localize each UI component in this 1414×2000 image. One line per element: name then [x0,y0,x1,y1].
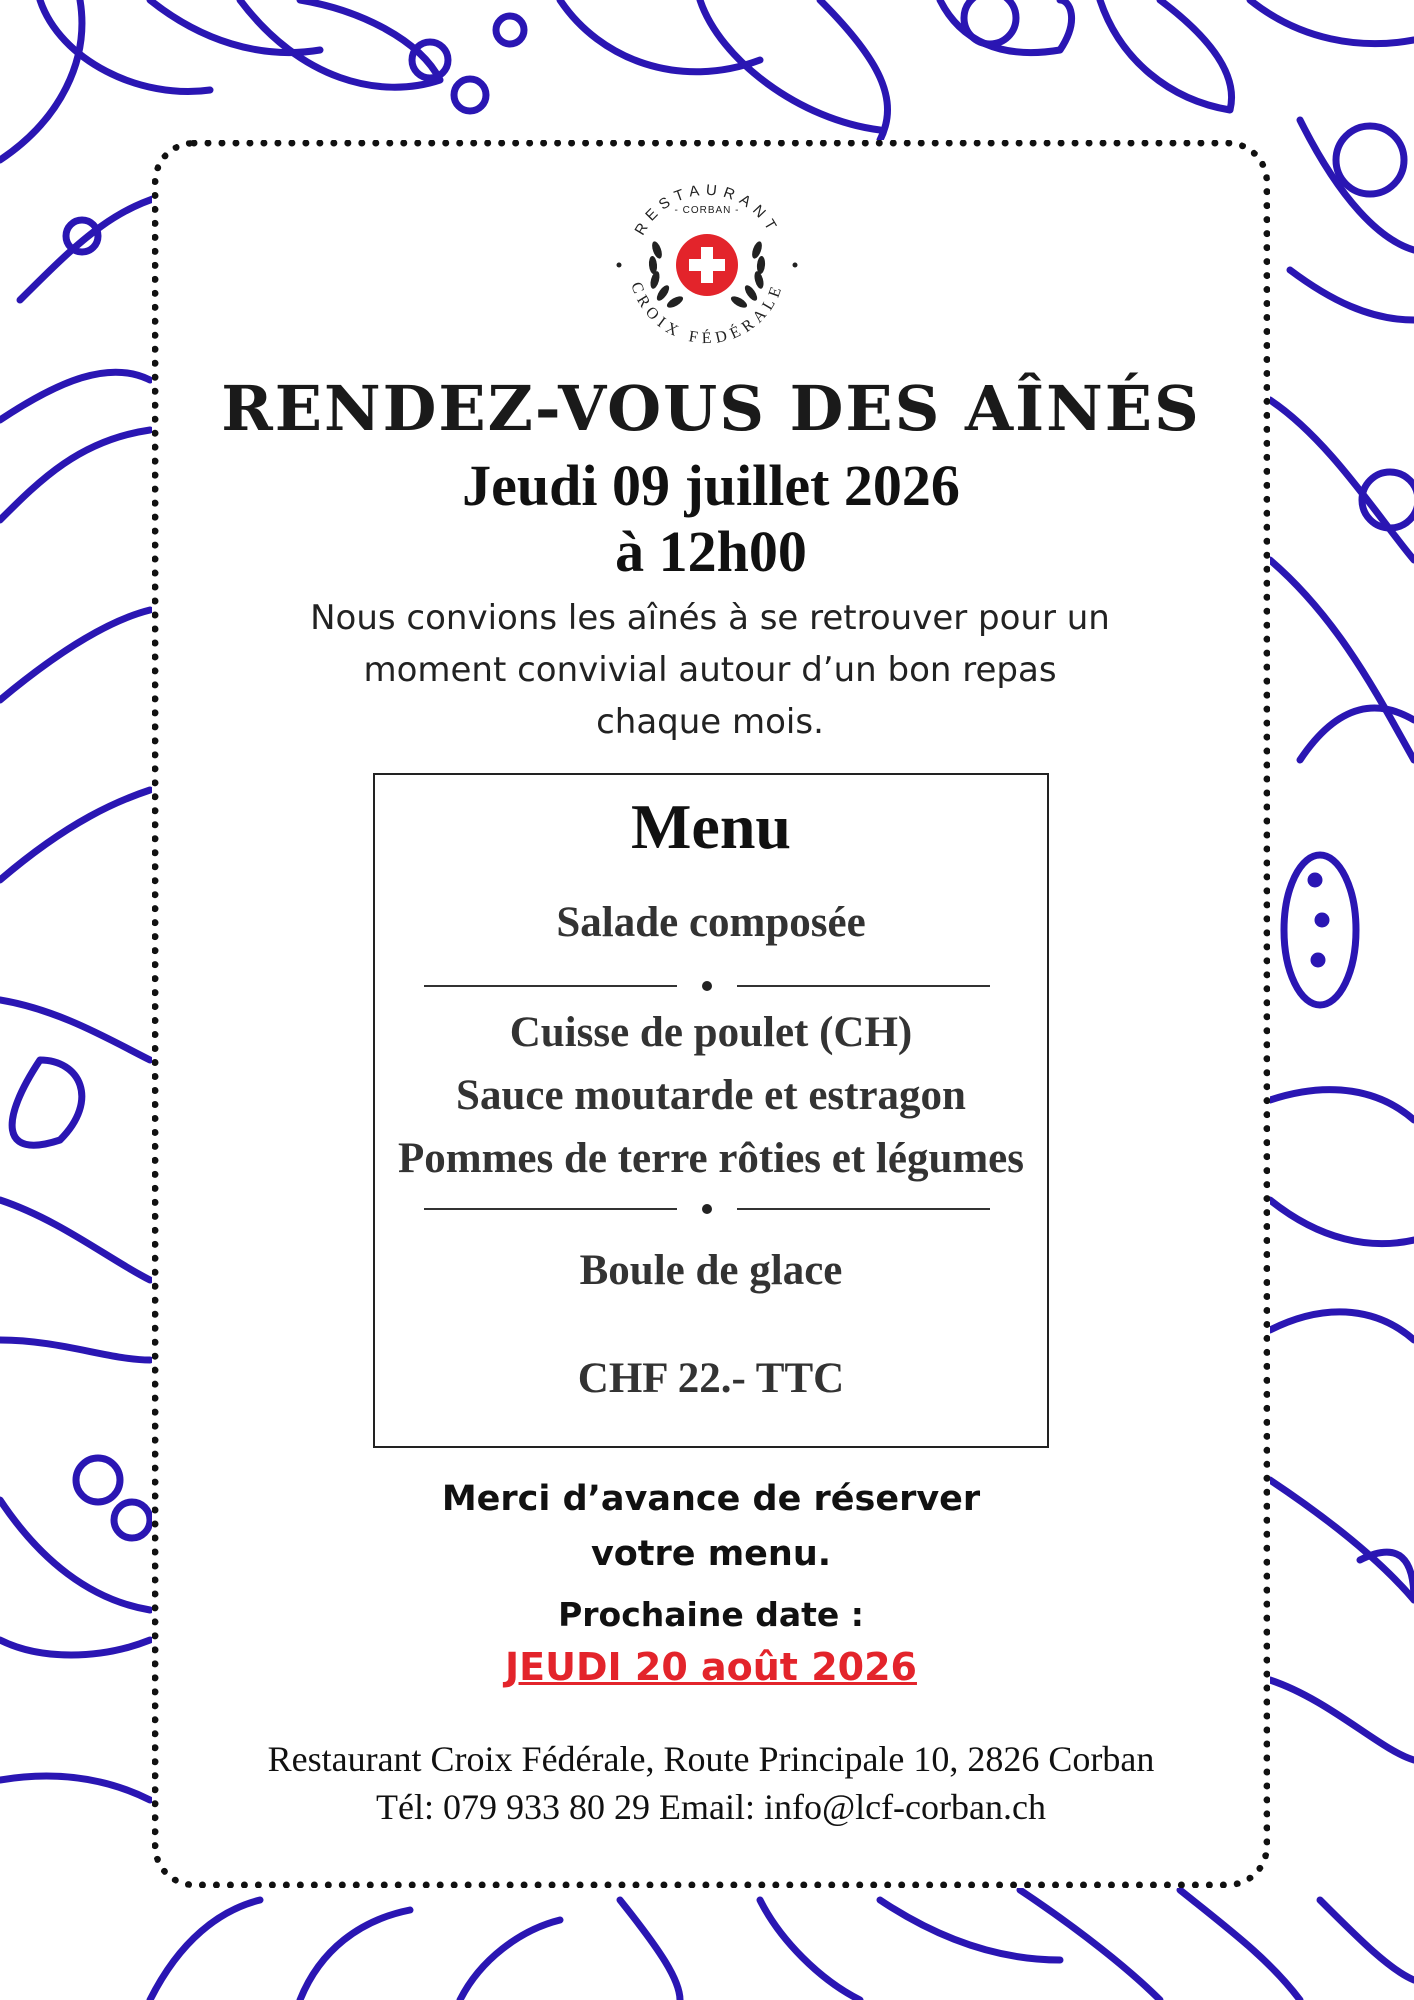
next-date: JEUDI 20 août 2026 [505,1645,917,1689]
footer-address: Restaurant Croix Fédérale, Route Principale 10, 2826 Corban [267,1739,1155,1779]
footer-contact: Tél: 079 933 80 29 Email: info@lcf-corban.ch [376,1787,1046,1827]
next-date-label: Prochaine date : [558,1595,864,1634]
svg-text:RESTAURANT: RESTAURANT [631,181,783,239]
event-date: Jeudi 09 juillet 2026 [462,453,960,518]
reservation-note: Merci d’avance de réserver votre menu. [441,1479,981,1574]
menu-main-line2: Sauce moutarde et estragon [456,1072,966,1119]
event-time: à 12h00 [615,519,807,584]
menu-divider [424,1202,990,1216]
svg-text:- CORBAN -: - CORBAN - [674,205,740,216]
intro-text: Nous convions les aînés à se retrouver pour un moment convivial autour d’un bon repas chaque mois. [310,598,1110,742]
menu-starter: Salade composée [556,899,866,946]
menu-divider [424,979,990,993]
menu-main-line3: Pommes de terre rôties et légumes [397,1135,1025,1182]
menu-title: Menu [631,791,791,862]
menu-main-line1: Cuisse de poulet (CH) [509,1009,913,1056]
event-title: RENDEZ-VOUS DES AÎNÉS [221,372,1201,445]
menu-dessert: Boule de glace [579,1247,843,1294]
svg-text:CROIX FÉDÉRALE: CROIX FÉDÉRALE [627,279,787,348]
menu-price: CHF 22.- TTC [577,1355,845,1402]
restaurant-logo [607,165,807,365]
